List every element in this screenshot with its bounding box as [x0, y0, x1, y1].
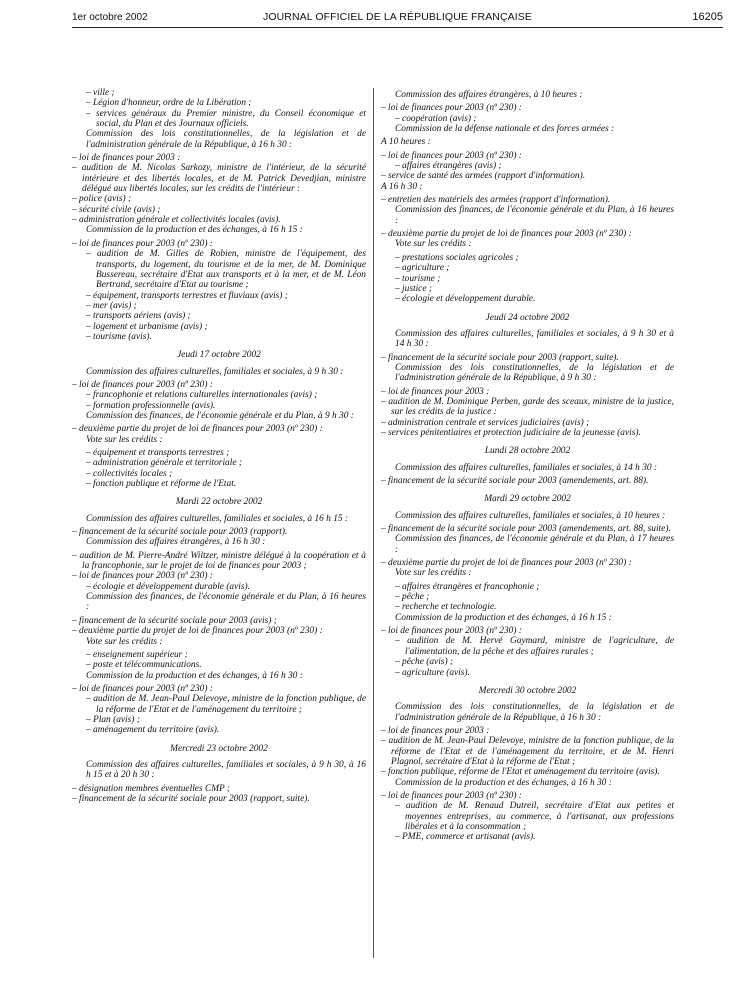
agenda-item: – Plan (avis) ; — [86, 714, 140, 725]
committee-paragraph: Commission des lois constitutionnelles, de la législation et de l'administration générale de la République, à 16 h 30 : — [86, 129, 366, 150]
date-heading: Mercredi 30 octobre 2002 — [478, 685, 577, 696]
committee-paragraph: Commission des lois constitutionnelles, de la législation et de l'administration générale de la République, à 9 h 30 : — [395, 362, 674, 384]
agenda-item: – agriculture ; — [395, 263, 450, 274]
agenda-item: – écologie et développement durable. — [395, 294, 536, 305]
header-date: 1er octobre 2002 — [72, 12, 148, 23]
agenda-item: – loi de finances pour 2003 (nº 230) : — [72, 379, 213, 390]
column-divider — [373, 88, 374, 958]
agenda-item: – financement de la sécurité sociale pour 2003 (rapport, suite). — [72, 793, 310, 804]
agenda-item: – deuxième partie du projet de loi de finances pour 2003 (nº 230) : — [72, 626, 323, 637]
agenda-item: – tourisme (avis). — [86, 331, 152, 342]
agenda-item: – administration centrale et services judiciaires (avis) ; — [381, 417, 590, 428]
date-heading: Mardi 22 octobre 2002 — [175, 497, 263, 508]
agenda-item: – deuxième partie du projet de loi de finances pour 2003 (nº 230) : — [381, 229, 632, 240]
agenda-item: – loi de finances pour 2003 (nº 230) : — [72, 683, 213, 694]
agenda-item: – loi de finances pour 2003 (nº 230) : — [72, 238, 213, 249]
committee-paragraph: Vote sur les crédits : — [86, 434, 163, 445]
agenda-item: – financement de la sécurité sociale pour 2003 (amendements, art. 88). — [381, 476, 649, 486]
agenda-item: – audition de M. Jean-Paul Delevoye, ministre de la fonction publique, de la réforme de l'Etat et de l'aménagement du territoire ; — [86, 694, 366, 715]
agenda-item: – Légion d'honneur, ordre de la Libération ; — [86, 98, 252, 109]
agenda-item: – administration générale et territoriale ; — [86, 458, 242, 469]
committee-paragraph: Commission de la production et des échanges, à 16 h 30 : — [395, 777, 612, 788]
committee-paragraph: Commission des affaires culturelles, familiales et sociales, à 14 h 30 : — [395, 462, 658, 473]
agenda-item: – police (avis) ; — [72, 194, 132, 205]
agenda-item: – audition de M. Dominique Perben, garde des sceaux, ministre de la justice, sur les crédits de la justice : — [381, 396, 674, 418]
agenda-item: – fonction publique, réforme de l'Etat et aménagement du territoire (avis). — [381, 767, 660, 778]
date-heading: Jeudi 24 octobre 2002 — [485, 312, 570, 323]
agenda-item: – logement et urbanisme (avis) ; — [86, 321, 208, 332]
committee-paragraph: Commission des lois constitutionnelles, de la législation et de l'administration générale de la République, à 16 h 30 : — [395, 702, 674, 723]
agenda-item: – affaires étrangères (avis) ; — [395, 161, 502, 172]
agenda-item: – pêche ; — [395, 592, 430, 603]
date-heading: Mercredi 23 octobre 2002 — [170, 743, 268, 754]
agenda-item: – audition de M. Nicolas Sarkozy, ministre de l'intérieur, de la sécurité intérieure et des libertés locales, et de M. Patrick Devedjian, ministre délégué aux libertés locales, sur les crédits de l'intérieur : — [72, 163, 366, 195]
agenda-item: – financement de la sécurité sociale pour 2003 (rapport, suite). — [381, 352, 619, 363]
agenda-item: – audition de M. Pierre-André Wiltzer, ministre délégué à la coopération et à la francophonie, sur le projet de loi de finances pour 2003 ; — [72, 550, 366, 572]
agenda-item: – francophonie et relations culturelles internationales (avis) ; — [86, 390, 318, 401]
agenda-item: – loi de finances pour 2003 : — [72, 153, 181, 164]
header-rule — [72, 27, 723, 28]
committee-paragraph: Vote sur les crédits : — [86, 636, 163, 647]
committee-paragraph: Commission des affaires culturelles, familiales et sociales, à 16 h 15 : — [86, 513, 349, 524]
agenda-item: – services généraux du Premier ministre, du Conseil économique et social, du Plan et des Journaux officiels. — [86, 108, 366, 130]
header-title: JOURNAL OFFICIEL DE LA RÉPUBLIQUE FRANÇAISE — [263, 11, 532, 23]
committee-paragraph: Commission des finances, de l'économie générale et du Plan, à 16 heures : — [86, 592, 366, 613]
agenda-item: – collectivités locales ; — [86, 468, 173, 479]
agenda-item: – tourisme ; — [395, 273, 441, 284]
agenda-item: – ville ; — [86, 88, 115, 98]
committee-paragraph: Vote sur les crédits : — [395, 239, 472, 250]
committee-paragraph: Vote sur les crédits : — [395, 568, 472, 579]
page-header — [72, 10, 723, 26]
committee-paragraph: Commission de la production et des échanges, à 16 h 30 : — [86, 670, 303, 681]
header-page-number: 16205 — [692, 11, 723, 23]
agenda-item: – sécurité civile (avis) ; — [72, 204, 161, 215]
agenda-item: – deuxième partie du projet de loi de finances pour 2003 (nº 230) : — [381, 558, 632, 569]
agenda-item: – loi de finances pour 2003 (nº 230) : — [381, 150, 522, 161]
committee-paragraph: Commission des affaires culturelles, familiales et sociales, à 9 h 30 : — [86, 366, 344, 377]
agenda-item: – services pénitentiaires et protection judiciaire de la jeunesse (avis). — [381, 427, 641, 438]
right-column — [381, 90, 674, 843]
agenda-item: – enseignement supérieur ; — [86, 649, 188, 660]
committee-paragraph: Commission des affaires culturelles, familiales et sociales, à 9 h 30, à 16 h 15 et à 20 h 30 : — [86, 759, 366, 781]
agenda-item: – prestations sociales agricoles ; — [395, 252, 519, 263]
agenda-item: – désignation membres éventuelles CMP ; — [72, 783, 231, 794]
agenda-item: – loi de finances pour 2003 (nº 230) : — [72, 571, 213, 582]
agenda-item: – loi de finances pour 2003 (nº 230) : — [381, 790, 522, 801]
committee-paragraph: Commission de la production et des échanges, à 16 h 15 : — [86, 225, 303, 236]
committee-paragraph: Commission des affaires culturelles, familiales et sociales, à 9 h 30 et à 14 h 30 : — [395, 328, 674, 350]
agenda-item: – recherche et technologie. — [395, 602, 497, 613]
date-heading: Lundi 28 octobre 2002 — [484, 446, 571, 457]
agenda-item: – audition de M. Jean-Paul Delevoye, ministre de la fonction publique, de la réforme de l'Etat et de l'aménagement du territoire, et de M. Henri Plagnol, secrétaire d'Etat à la réforme de l'Etat ; — [381, 736, 674, 767]
agenda-item: – écologie et développement durable (avis). — [86, 581, 251, 592]
agenda-item: – audition de M. Hervé Gaymard, ministre de l'agriculture, de l'alimentation, de la pêche et des affaires rurales ; — [395, 636, 674, 657]
agenda-item: – fonction publique et réforme de l'Etat. — [86, 479, 237, 490]
agenda-item: – audition de M. Renaud Dutreil, secrétaire d'Etat aux petites et moyennes entreprises, au commerce, à l'artisanat, aux professions libérales et à la consommation ; — [395, 801, 674, 832]
agenda-item: A 16 h 30 : — [381, 181, 423, 192]
left-column — [72, 88, 366, 804]
committee-paragraph: Commission de la production et des échanges, à 16 h 15 : — [395, 612, 612, 623]
agenda-item: – administration générale et collectivités locales (avis). — [72, 215, 281, 226]
agenda-item: – loi de finances pour 2003 (nº 230) : — [381, 103, 522, 114]
committee-paragraph: Commission de la défense nationale et des forces armées : — [395, 124, 615, 135]
committee-paragraph: Commission des affaires étrangères, à 16 h 30 : — [86, 537, 266, 548]
agenda-item: – équipement, transports terrestres et fluviaux (avis) ; — [86, 290, 288, 301]
committee-paragraph: Commission des finances, de l'économie générale et du Plan, à 17 heures : — [395, 534, 674, 555]
agenda-item: – justice ; — [395, 283, 432, 294]
agenda-item: A 10 heures : — [381, 137, 431, 148]
agenda-item: – service de santé des armées (rapport d'information). — [381, 171, 586, 182]
agenda-item: – coopération (avis) ; — [395, 113, 477, 124]
date-heading: Jeudi 17 octobre 2002 — [177, 350, 261, 361]
agenda-item: – loi de finances pour 2003 : — [381, 725, 490, 736]
committee-paragraph: Commission des finances, de l'économie générale et du Plan, à 16 heures : — [395, 205, 674, 226]
agenda-item: – équipement et transports terrestres ; — [86, 448, 230, 458]
agenda-item: – agriculture (avis). — [395, 667, 470, 678]
agenda-item: – PME, commerce et artisanat (avis). — [395, 832, 536, 843]
agenda-item: – poste et télécommunications. — [86, 660, 202, 671]
agenda-item: – affaires étrangères et francophonie ; — [395, 581, 540, 592]
agenda-item: – mer (avis) ; — [86, 300, 137, 311]
agenda-item: – aménagement du territoire (avis). — [86, 725, 220, 736]
agenda-item: – entretien des matériels des armées (rapport d'information). — [381, 195, 611, 206]
agenda-item: – loi de finances pour 2003 (nº 230) : — [381, 626, 522, 637]
agenda-item: – loi de finances pour 2003 : — [381, 386, 490, 397]
agenda-item: – transports aériens (avis) ; — [86, 311, 191, 322]
agenda-item: – pêche (avis) ; — [395, 657, 454, 668]
agenda-item: – financement de la sécurité sociale pour 2003 (rapport). — [72, 527, 288, 538]
date-heading: Mardi 29 octobre 2002 — [484, 494, 571, 505]
agenda-item: – audition de M. Gilles de Robien, ministre de l'équipement, des transports, du logement, du tourisme et de la mer, de M. Dominique Bussereau, secrétaire d'Etat aux transports et à la mer, et de M. Léon Bertrand, secrétaire d'Etat au tourisme ; — [86, 249, 366, 291]
agenda-item: – financement de la sécurité sociale pour 2003 (amendements, art. 88, suite). — [381, 524, 671, 535]
committee-paragraph: Commission des affaires étrangères, à 10 heures : — [395, 90, 583, 100]
agenda-item: – deuxième partie du projet de loi de finances pour 2003 (nº 230) : — [72, 424, 323, 435]
committee-paragraph: Commission des affaires culturelles, familiales et sociales, à 10 heures : — [395, 510, 666, 521]
agenda-item: – financement de la sécurité sociale pour 2003 (avis) ; — [72, 615, 277, 626]
committee-paragraph: Commission des finances, de l'économie générale et du Plan, à 9 h 30 : — [86, 410, 354, 421]
agenda-item: – formation professionnelle (avis). — [86, 400, 216, 411]
